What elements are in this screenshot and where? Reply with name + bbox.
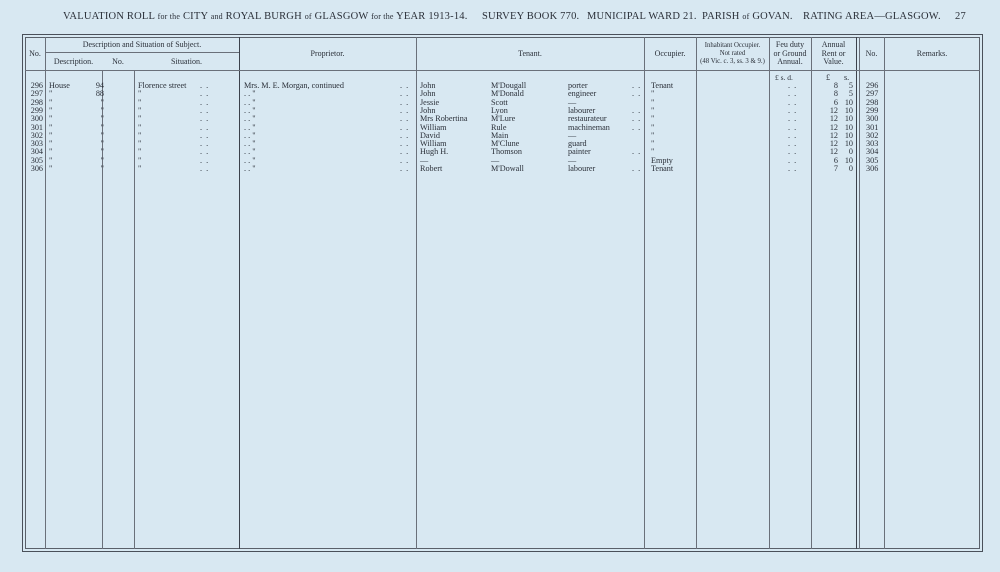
cell-prop-dots: . . [400,97,410,107]
cell-sit-dots: . . [200,105,210,115]
cell-occ: guard [568,139,587,149]
cell-sit: " [138,114,142,124]
cell-feu: . . [788,147,798,157]
cell-last: Rule [491,122,507,132]
cell-sit-dots: . . [200,130,210,140]
cell-prop: . . " [244,164,256,173]
page-title [0,11,1000,27]
cell-desc: " [49,155,53,165]
cell-sit-dots: . . [200,164,210,173]
cell-feu: . . [788,139,798,149]
cell-shillings: 5 [848,81,853,90]
col-header-proprietor: Proprietor. [310,49,345,58]
cell-desc: " [49,130,53,140]
cell-occ: porter [568,81,588,90]
roll-title: VALUATION ROLL for the CITY and ROYAL BURGH of GLASGOW for the YEAR 1913-14. [63,11,468,22]
cell-occ: labourer [568,105,596,115]
cell-shillings: 10 [844,122,853,132]
cell-no2: 300 [866,114,879,124]
cell-occ-dots: . . [632,81,642,90]
cell-no: 300 [30,114,43,124]
col-header-situation: Situation. [171,56,202,66]
cell-no2: 302 [866,130,879,140]
cell-no: 296 [30,81,43,90]
rent-pound-symbol: £ [826,73,831,82]
cell-prop-dots: . . [400,114,410,124]
cell-occ: — [568,97,577,107]
cell-shillings: 10 [844,105,853,115]
cell-last: M'Clune [491,139,520,149]
survey-book: SURVEY BOOK 770. [482,11,580,22]
cell-pounds: 8 [833,81,838,90]
table-row: 304 " " " . . . . " . . Hugh H. Thomson painter . . " . . 12 0 304 [0,147,1000,156]
table-row: 298 " " " . . . . " . . Jessie Scott — " . . 6 10 298 [0,98,1000,107]
cell-no2: 304 [866,147,879,157]
cell-sit: " [138,105,142,115]
cell-prop: . . " [244,105,256,115]
cell-no2: 296 [866,81,879,90]
cell-first: Hugh H. [420,147,449,157]
cell-occ-dots: . . [632,164,642,173]
cell-first: John [420,105,436,115]
cell-occ-dots: . . [632,105,642,115]
cell-no: 302 [30,130,43,140]
cell-prop-dots: . . [400,122,410,132]
cell-desc: " [49,105,53,115]
cell-first: Mrs Robertina [420,114,468,124]
cell-pounds: 12 [829,105,838,115]
cell-feu: . . [788,114,798,124]
cell-first: William [420,139,447,149]
cell-occupier: Tenant [651,164,674,173]
cell-pounds: 12 [829,147,838,157]
cell-prop-dots: . . [400,81,410,90]
cell-prop: Mrs. M. E. Morgan, continued [244,81,344,90]
cell-first: — [420,155,429,165]
col-header-annual-rent: Annual Rent or Value. [821,40,846,67]
cell-occ-dots: . . [632,147,642,157]
col-header-tenant: Tenant. [518,49,542,58]
col-header-inhabitant: Inhabitant Occupier. Not rated (48 Vic. c. 3, ss. 3 & 9.) [700,42,765,65]
cell-occupier: " [651,130,655,140]
cell-last: Scott [491,97,508,107]
cell-occupier: " [651,114,655,124]
cell-prop-dots: . . [400,155,410,165]
cell-desc: " [49,114,53,124]
cell-prop: . . " [244,122,256,132]
cell-sit-dots: . . [200,139,210,149]
cell-sit: " [138,164,142,173]
cell-prop-dots: . . [400,147,410,157]
cell-desc: House [49,81,70,90]
cell-feu: . . [788,81,798,90]
cell-sit: " [138,155,142,165]
cell-occupier: Empty [651,155,673,165]
cell-no2: 299 [866,105,879,115]
cell-no: 306 [30,164,43,173]
cell-occupier: " [651,147,655,157]
col-header-number: No. [112,56,124,66]
rent-shilling-symbol: s. [844,73,850,82]
cell-occ: — [568,155,577,165]
table-row: 302 " " " . . . . " . . David Main — " . . 12 10 302 [0,131,1000,140]
cell-occ: restaurateur [568,114,607,124]
cell-occ-dots: . . [632,89,642,99]
cell-shillings: 10 [844,97,853,107]
cell-occupier: " [651,122,655,132]
cell-sit: " [138,89,142,99]
cell-last: M'Dowall [491,164,524,173]
cell-sit: " [138,139,142,149]
cell-shillings: 0 [848,164,853,173]
cell-first: Jessie [420,97,440,107]
cell-feu: . . [788,105,798,115]
cell-occ: engineer [568,89,597,99]
cell-sit: " [138,97,142,107]
cell-first: John [420,81,436,90]
cell-occ: machineman [568,122,610,132]
cell-sit: " [138,130,142,140]
feu-currency: £ s. d. [775,73,793,82]
cell-no: 303 [30,139,43,149]
cell-no2: 303 [866,139,879,149]
cell-occupier: Tenant [651,81,674,90]
cell-occ: — [568,130,577,140]
cell-occ: painter [568,147,591,157]
cell-sit-dots: . . [200,97,210,107]
cell-desc: " [49,147,53,157]
col-header-occupier: Occupier. [654,49,686,58]
cell-desc: " [49,89,53,99]
cell-last: M'Dougall [491,81,527,90]
cell-sit-dots: . . [200,114,210,124]
cell-prop: . . " [244,139,256,149]
cell-occupier: " [651,105,655,115]
cell-pounds: 7 [833,164,838,173]
cell-pounds: 6 [833,97,838,107]
cell-no: 299 [30,105,43,115]
cell-sit-dots: . . [200,81,210,90]
col-header-no-right: No. [865,49,878,58]
cell-sit: " [138,147,142,157]
cell-first: William [420,122,447,132]
cell-prop-dots: . . [400,164,410,173]
cell-shillings: 10 [844,130,853,140]
cell-shillings: 10 [844,155,853,165]
cell-prop: . . " [244,97,256,107]
cell-shillings: 10 [844,114,853,124]
cell-prop: . . " [244,155,256,165]
cell-occupier: " [651,139,655,149]
cell-occ-dots: . . [632,122,642,132]
cell-no2: 298 [866,97,879,107]
cell-no: 301 [30,122,43,132]
cell-no: 298 [30,97,43,107]
cell-occ: labourer [568,164,596,173]
cell-last: M'Donald [491,89,524,99]
col-header-feu-duty: Feu duty or Ground Annual. [773,40,807,67]
cell-sit: " [138,122,142,132]
col-header-remarks: Remarks. [916,49,948,58]
cell-first: Robert [420,164,443,173]
cell-prop-dots: . . [400,139,410,149]
cell-desc: " [49,122,53,132]
cell-no2: 301 [866,122,879,132]
cell-last: M'Lure [491,114,516,124]
cell-no2: 305 [866,155,879,165]
table-row: 297 " 88 " . . . . " . . John M'Donald engineer . . " . . 8 5 297 [0,89,1000,98]
cell-prop: . . " [244,147,256,157]
cell-prop: . . " [244,130,256,140]
cell-feu: . . [788,97,798,107]
col-header-description: Description. [53,56,94,66]
cell-occupier: " [651,97,655,107]
cell-prop-dots: . . [400,105,410,115]
cell-no: 297 [30,89,43,99]
cell-no: 304 [30,147,43,157]
cell-pounds: 12 [829,114,838,124]
rating-area: RATING AREA—GLASGOW. [803,11,941,22]
table-row: 303 " " " . . . . " . . William M'Clune guard " . . 12 10 303 [0,139,1000,148]
cell-desc: " [49,164,53,173]
cell-desc: " [49,139,53,149]
cell-occ-dots: . . [632,114,642,124]
cell-desc: " [49,97,53,107]
cell-feu: . . [788,155,798,165]
cell-feu: . . [788,122,798,132]
cell-shillings: 0 [848,147,853,157]
cell-feu: . . [788,89,798,99]
cell-no2: 306 [866,164,879,173]
cell-occupier: " [651,89,655,99]
table-row: 305 " " " . . . . " . . — — — Empty . . 6 10 305 [0,156,1000,165]
cell-prop: . . " [244,114,256,124]
cell-sit: Florence street [138,81,187,90]
cell-shillings: 10 [844,139,853,149]
cell-feu: . . [788,164,798,173]
cell-prop-dots: . . [400,130,410,140]
col-header-description-group: Description and Situation of Subject. [82,40,202,49]
cell-prop: . . " [244,89,256,99]
table-row: 300 " " " . . . . " . . Mrs Robertina M'Lure restaurateur . . " . . 12 10 300 [0,114,1000,123]
cell-feu: . . [788,130,798,140]
cell-pounds: 12 [829,130,838,140]
table-row: 296 House 94 Florence street . . Mrs. M. E. Morgan, continued . . John M'Dougall porter . . Tenant . . 8 5 296 [0,81,1000,90]
col-header-no: No. [29,49,41,58]
cell-first: John [420,89,436,99]
cell-last: — [491,155,500,165]
cell-pounds: 12 [829,139,838,149]
table-row: 301 " " " . . . . " . . William Rule machineman . . " . . 12 10 301 [0,123,1000,132]
table-row: 306 " " " . . . . " . . Robert M'Dowall labourer . . Tenant . . 7 0 306 [0,164,1000,173]
parish: PARISH of GOVAN. [702,11,793,22]
cell-first: David [420,130,441,140]
cell-pounds: 6 [833,155,838,165]
cell-shillings: 5 [848,89,853,99]
cell-pounds: 12 [829,122,838,132]
cell-pounds: 8 [833,89,838,99]
cell-last: Thomson [491,147,522,157]
table-row: 299 " " " . . . . " . . John Lyon labourer . . " . . 12 10 299 [0,106,1000,115]
page-number: 27 [955,11,966,22]
cell-sit-dots: . . [200,89,210,99]
cell-no: 305 [30,155,43,165]
cell-no2: 297 [866,89,879,99]
cell-last: Main [491,130,509,140]
municipal-ward: MUNICIPAL WARD 21. [587,11,697,22]
cell-prop-dots: . . [400,89,410,99]
cell-sit-dots: . . [200,155,210,165]
cell-last: Lyon [491,105,508,115]
cell-sit-dots: . . [200,122,210,132]
cell-sit-dots: . . [200,147,210,157]
